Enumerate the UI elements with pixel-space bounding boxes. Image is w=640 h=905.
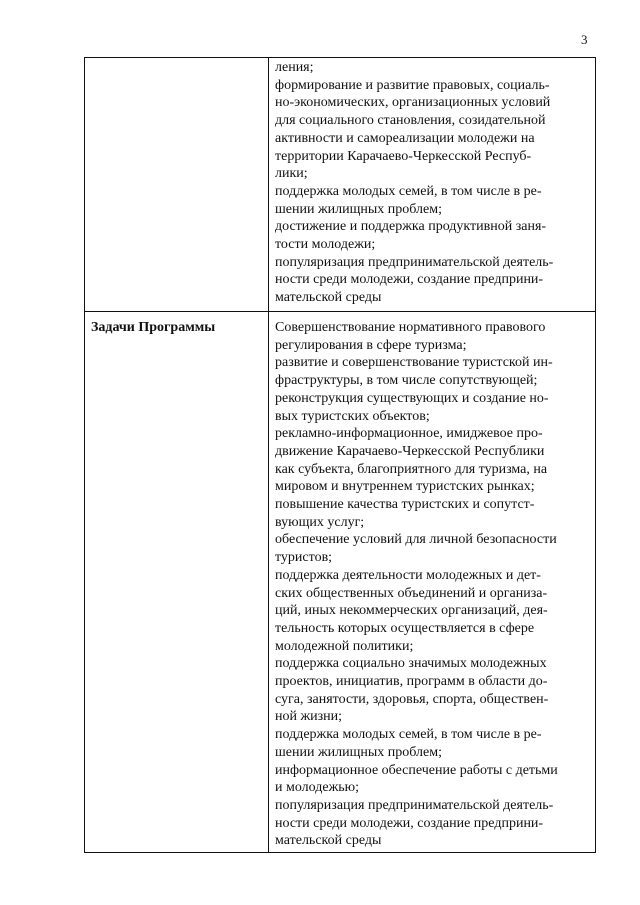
text-line: суга, занятости, здоровья, спорта, обществен- <box>275 691 549 707</box>
text-line: поддержка деятельности молодежных и дет- <box>275 567 541 583</box>
text-line: но-экономических, организационных условий <box>275 95 551 111</box>
text-line: повышение качества туристских и сопутст- <box>275 497 535 513</box>
text-line: и молодежью; <box>275 780 359 796</box>
text-line: тельность которых осуществляется в сфере <box>275 620 535 636</box>
program-passport-table <box>84 57 596 853</box>
text-line: ских общественных объединений и организа- <box>275 585 548 601</box>
text-line: информационное обеспечение работы с детьми <box>275 762 558 778</box>
text-line: как субъекта, благоприятного для туризма, на <box>275 461 548 477</box>
text-line: мировом и внутреннем туристских рынках; <box>275 479 535 495</box>
text-line: реконструкция существующих и создание но- <box>275 390 549 406</box>
text-line: регулирования в сфере туризма; <box>275 337 467 353</box>
text-line: поддержка социально значимых молодежных <box>275 656 547 672</box>
text-line: туристов; <box>275 550 333 566</box>
text-line: Совершенствование нормативного правового <box>275 320 546 335</box>
table-row <box>85 312 596 853</box>
text-line: молодежной политики; <box>275 638 414 654</box>
text-line: мательской среды <box>275 833 382 849</box>
text-line: движение Карачаево-Черкесской Республики <box>275 443 545 459</box>
text-line: мательской среды <box>275 290 382 306</box>
row-label-cell <box>85 312 269 853</box>
text-line: популяризация предпринимательской деятель- <box>275 254 554 270</box>
text-line: ности среди молодежи, создание предприни- <box>275 272 544 288</box>
page-number: 3 <box>581 32 588 47</box>
text-line: ной жизни; <box>275 709 343 725</box>
text-line: ций, иных некоммерческих организаций, дея- <box>275 603 548 619</box>
row-label-cell <box>85 58 269 312</box>
goals-text <box>269 58 593 307</box>
text-line: лики; <box>275 166 308 182</box>
table-row <box>85 58 596 312</box>
text-line: активности и самореализации молодежи на <box>275 130 535 146</box>
row-label <box>85 58 268 66</box>
text-line: развитие и совершенствование туристской ин- <box>275 355 553 371</box>
text-line: рекламно-информационное, имиджевое про- <box>275 426 543 442</box>
text-line: вых туристских объектов; <box>275 408 430 424</box>
row-content-cell <box>269 312 596 853</box>
text-line: фраструктуры, в том числе сопутствующей; <box>275 373 538 389</box>
text-line: ности среди молодежи, создание предприни- <box>275 815 544 831</box>
text-line: шении жилищных проблем; <box>275 201 443 217</box>
text-line: проектов, инициатив, программ в области до- <box>275 674 548 690</box>
text-line: тости молодежи; <box>275 237 376 253</box>
text-line: поддержка молодых семей, в том числе в ре- <box>275 183 542 199</box>
text-line: вующих услуг; <box>275 514 365 530</box>
text-line: обеспечение условий для личной безопасности <box>275 532 557 548</box>
row-content-cell <box>269 58 596 312</box>
text-line: ления; <box>275 60 314 75</box>
text-line: формирование и развитие правовых, социаль- <box>275 77 550 93</box>
tasks-text <box>269 312 593 850</box>
row-label: Задачи Программы <box>91 320 216 335</box>
text-line: территории Карачаево-Черкесской Респуб- <box>275 148 532 164</box>
text-line: шении жилищных проблем; <box>275 744 443 760</box>
text-line: достижение и поддержка продуктивной заня- <box>275 219 547 235</box>
text-line: популяризация предпринимательской деятель- <box>275 797 554 813</box>
text-line: для социального становления, созидательной <box>275 113 546 129</box>
text-line: поддержка молодых семей, в том числе в ре- <box>275 727 542 743</box>
